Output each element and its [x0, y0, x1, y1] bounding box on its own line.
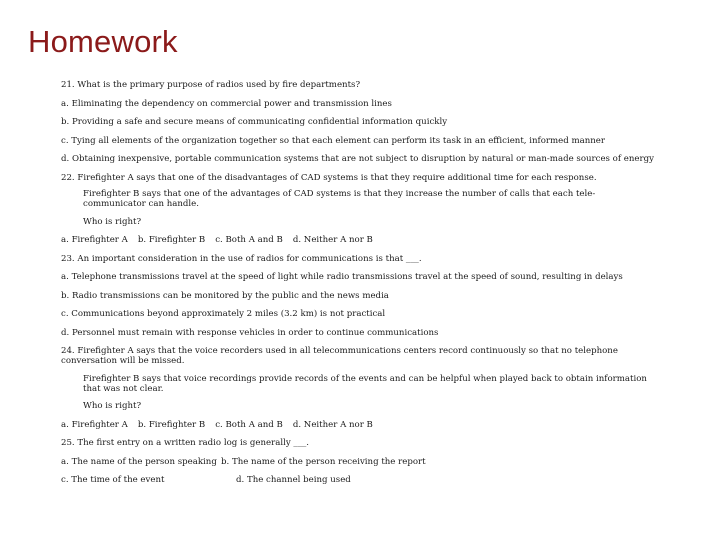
q23-question: 23. An important consideration in the use of radios for communications is that ___.	[61, 253, 422, 264]
q22-who-is-right: Who is right?	[83, 216, 142, 227]
q25-option-d: d. The channel being used	[236, 475, 351, 485]
q22-option-d: d. Neither A nor B	[292, 235, 373, 245]
q24-options	[61, 420, 661, 431]
q24-statement-b: Firefighter B says that voice recordings provide records of the events and can be helpful when played back to obtain information that was not clear.	[83, 373, 647, 394]
q25-options-row-1	[61, 457, 661, 468]
q22-options	[61, 235, 661, 246]
q24-who-is-right: Who is right?	[83, 401, 142, 411]
q23-option-b: b. Radio transmissions can be monitored by the public and the news media	[61, 290, 389, 301]
q23-option-d: d. Personnel must remain with response vehicles in order to continue communications	[61, 327, 439, 338]
q25-option-b: b. The name of the person receiving the report	[221, 456, 426, 467]
q22-question: 22. Firefighter A says that one of the disadvantages of CAD systems is that they require additional time for each response.	[61, 172, 597, 183]
slide-title: Homework	[28, 24, 178, 59]
q22-statement-b: Firefighter B says that one of the advantages of CAD systems is that they increase the number of calls that each tele-communicator can handle.	[83, 189, 596, 209]
q21-option-d: d. Obtaining inexpensive, portable communication systems that are not subject to disruption by natural or man-made sources of energy	[61, 154, 654, 164]
q24-option-c: c. Both A and B	[215, 419, 283, 430]
q22-option-a: a. Firefighter A	[61, 235, 128, 245]
q22-option-b: b. Firefighter B	[137, 235, 206, 245]
q24-option-a: a. Firefighter A	[61, 419, 128, 430]
q24-question: 24. Firefighter A says that the voice recorders used in all telecommunications centers record continuously so that no telephone conversation will be missed.	[61, 346, 618, 366]
q25-option-a: a. The name of the person speaking	[61, 456, 217, 467]
q25-options-row-2	[61, 475, 661, 486]
q25-question: 25. The first entry on a written radio log is generally ___.	[61, 438, 310, 448]
q21-question: 21. What is the primary purpose of radios used by fire departments?	[61, 80, 361, 90]
q21-option-a: a. Eliminating the dependency on commercial power and transmission lines	[61, 98, 392, 109]
q21-option-c: c. Tying all elements of the organization together so that each element can perform its task in an efficient, informed manner	[61, 135, 605, 146]
q25-option-c: c. The time of the event	[61, 475, 165, 485]
q23-option-c: c. Communications beyond approximately 2 miles (3.2 km) is not practical	[61, 309, 386, 319]
q23-option-a: a. Telephone transmissions travel at the speed of light while radio transmissions travel at the speed of sound, resulting in delays	[61, 272, 623, 282]
q24-option-b: b. Firefighter B	[137, 419, 206, 430]
q24-option-d: d. Neither A nor B	[292, 419, 373, 430]
q21-option-b: b. Providing a safe and secure means of communicating confidential information quickly	[61, 117, 448, 127]
homework-questions	[61, 80, 661, 494]
q22-option-c: c. Both A and B	[215, 235, 283, 245]
